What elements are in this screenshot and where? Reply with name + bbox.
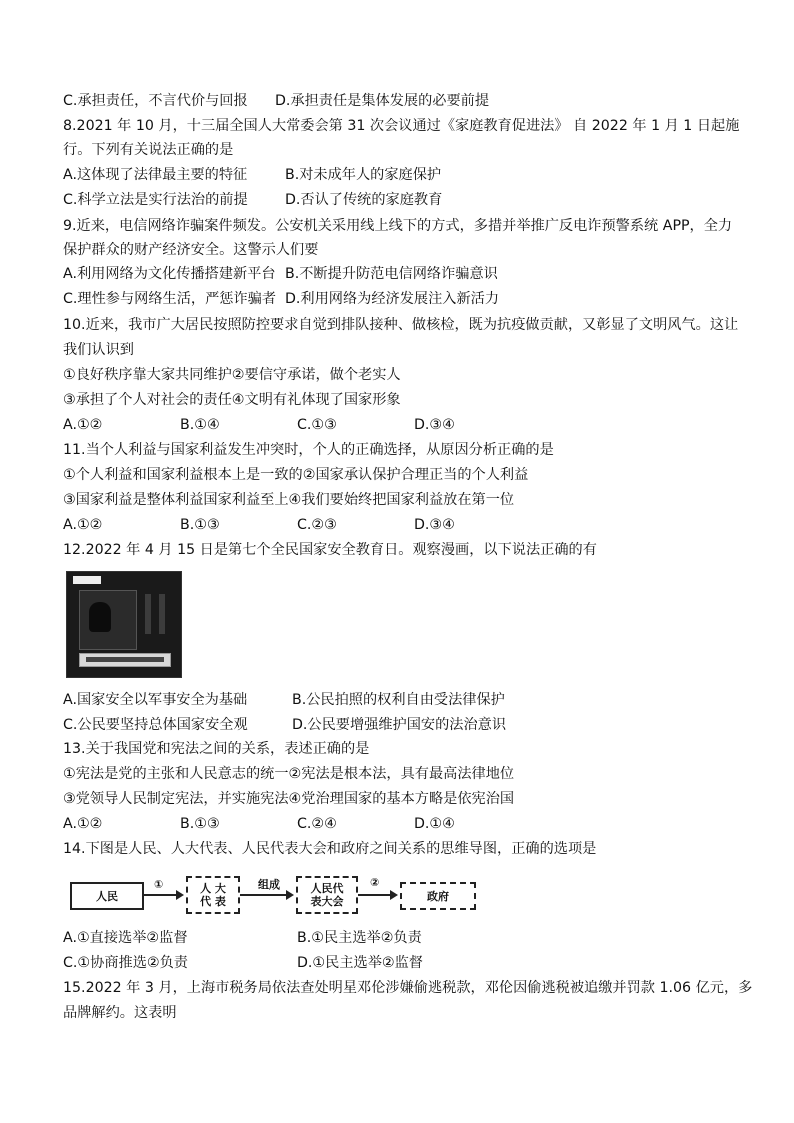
cartoon-sign: [73, 576, 101, 584]
q13-items-3-4: ③党领导人民制定宪法，并实施宪法④党治理国家的基本方略是依宪治国: [63, 791, 515, 807]
q13-option-a: A.①②: [63, 816, 103, 832]
q14-option-d: D.①民主选举②监督: [297, 955, 423, 971]
q10-option-b: B.①④: [180, 417, 220, 433]
cartoon-pillar: [145, 594, 151, 634]
q9-option-d: D.利用网络为经济发展注入新活力: [285, 291, 500, 307]
q8-option-b: B.对未成年人的家庭保护: [285, 167, 442, 183]
q9-stem-line2: 保护群众的财产经济安全。这警示人们要: [63, 242, 319, 258]
q10-option-a: A.①②: [63, 417, 103, 433]
diagram-box-deputies: [186, 876, 240, 914]
q7-option-c: C.承担责任，不言代价与回报: [63, 93, 248, 109]
q11-items-3-4: ③国家利益是整体利益国家利益至上④我们要始终把国家利益放在第一位: [63, 492, 515, 508]
diagram-box-people: [70, 882, 144, 910]
q14-option-c: C.①协商推选②负责: [63, 955, 188, 971]
q9-stem-line1: 9.近来，电信网络诈骗案件频发。公安机关采用线上线下的方式，多措并举推广反电诈预警系统 APP，全力: [63, 218, 733, 234]
q14-stem: 14.下图是人民、人大代表、人民代表大会和政府之间关系的思维导图，正确的选项是: [63, 841, 597, 857]
q12-stem: 12.2022 年 4 月 15 日是第七个全民国家安全教育日。观察漫画，以下说法正确的有: [63, 542, 597, 558]
q9-option-a: A.利用网络为文化传播搭建新平台: [63, 266, 276, 282]
diagram-box-congress-line1: 人民代: [310, 882, 344, 895]
q15-stem-line2: 品牌解约。这表明: [63, 1005, 177, 1021]
q8-option-c: C.科学立法是实行法治的前提: [63, 192, 248, 208]
q11-option-a: A.①②: [63, 517, 103, 533]
diagram-box-government-label: 政府: [427, 889, 449, 903]
q12-option-b: B.公民拍照的权利自由受法律保护: [292, 692, 505, 708]
q12-option-c: C.公民要坚持总体国家安全观: [63, 717, 248, 733]
q12-option-a: A.国家安全以军事安全为基础: [63, 692, 248, 708]
q14-option-b: B.①民主选举②负责: [297, 930, 422, 946]
q13-stem: 13.关于我国党和宪法之间的关系，表述正确的是: [63, 741, 370, 757]
q15-stem-line1: 15.2022 年 3 月，上海市税务局依法查处明星邓伦涉嫌偷逃税款，邓伦因偷逃税被追缴并罚款 1.06 亿元，多: [63, 980, 753, 996]
diagram-box-deputies-line1: 人 大: [200, 882, 226, 895]
q10-items-3-4: ③承担了个人对社会的责任④文明有礼体现了国家形象: [63, 392, 401, 408]
cartoon-caption: [79, 653, 171, 667]
diagram-arrow-1: [144, 894, 182, 896]
q8-option-d: D.否认了传统的家庭教育: [285, 192, 443, 208]
q10-option-d: D.③④: [414, 417, 455, 433]
q8-stem-line1: 8.2021 年 10 月，十三届全国人大常委会第 31 次会议通过《家庭教育促进法》 自 2022 年 1 月 1 日起施: [63, 118, 740, 134]
diagram-arrow-compose: [240, 894, 292, 896]
q13-items-1-2: ①宪法是党的主张和人民意志的统一②宪法是根本法，具有最高法律地位: [63, 766, 515, 782]
q11-items-1-2: ①个人利益和国家利益根本上是一致的②国家承认保护合理正当的个人利益: [63, 467, 529, 483]
q14-option-a: A.①直接选举②监督: [63, 930, 188, 946]
q13-option-d: D.①④: [414, 816, 455, 832]
diagram-box-government: [400, 882, 476, 910]
q9-option-c: C.理性参与网络生活，严惩诈骗者: [63, 291, 277, 307]
security-cartoon-image: [66, 571, 182, 678]
diagram-box-congress-line2: 表大会: [310, 895, 344, 908]
diagram-label-2: ②: [370, 876, 380, 889]
q11-option-c: C.②③: [297, 517, 337, 533]
relationship-diagram: [70, 874, 490, 914]
q9-option-b: B.不断提升防范电信网络诈骗意识: [285, 266, 498, 282]
q10-items-1-2: ①良好秩序靠大家共同维护②要信守承诺，做个老实人: [63, 367, 401, 383]
q8-option-a: A.这体现了法律最主要的特征: [63, 167, 248, 183]
q10-stem-line2: 我们认识到: [63, 342, 134, 358]
q13-option-c: C.②④: [297, 816, 337, 832]
cartoon-pillar: [159, 594, 165, 634]
diagram-arrow-2: [358, 894, 396, 896]
q7-option-d: D.承担责任是集体发展的必要前提: [275, 93, 490, 109]
q11-stem: 11.当个人利益与国家利益发生冲突时，个人的正确选择，从原因分析正确的是: [63, 442, 554, 458]
diagram-label-1: ①: [154, 878, 164, 891]
q11-option-b: B.①③: [180, 517, 220, 533]
q8-stem-line2: 行。下列有关说法正确的是: [63, 142, 234, 158]
diagram-label-compose: 组成: [258, 878, 280, 891]
q13-option-b: B.①③: [180, 816, 220, 832]
diagram-box-deputies-line2: 代 表: [200, 895, 226, 908]
q10-stem-line1: 10.近来，我市广大居民按照防控要求自觉到排队接种、做核检，既为抗疫做贡献，又彰显了文明风气。这让: [63, 317, 739, 333]
cartoon-person: [89, 602, 111, 632]
diagram-box-congress: [296, 876, 358, 914]
q12-option-d: D.公民要增强维护国安的法治意识: [292, 717, 507, 733]
q11-option-d: D.③④: [414, 517, 455, 533]
diagram-box-people-label: 人民: [96, 889, 118, 903]
q10-option-c: C.①③: [297, 417, 337, 433]
